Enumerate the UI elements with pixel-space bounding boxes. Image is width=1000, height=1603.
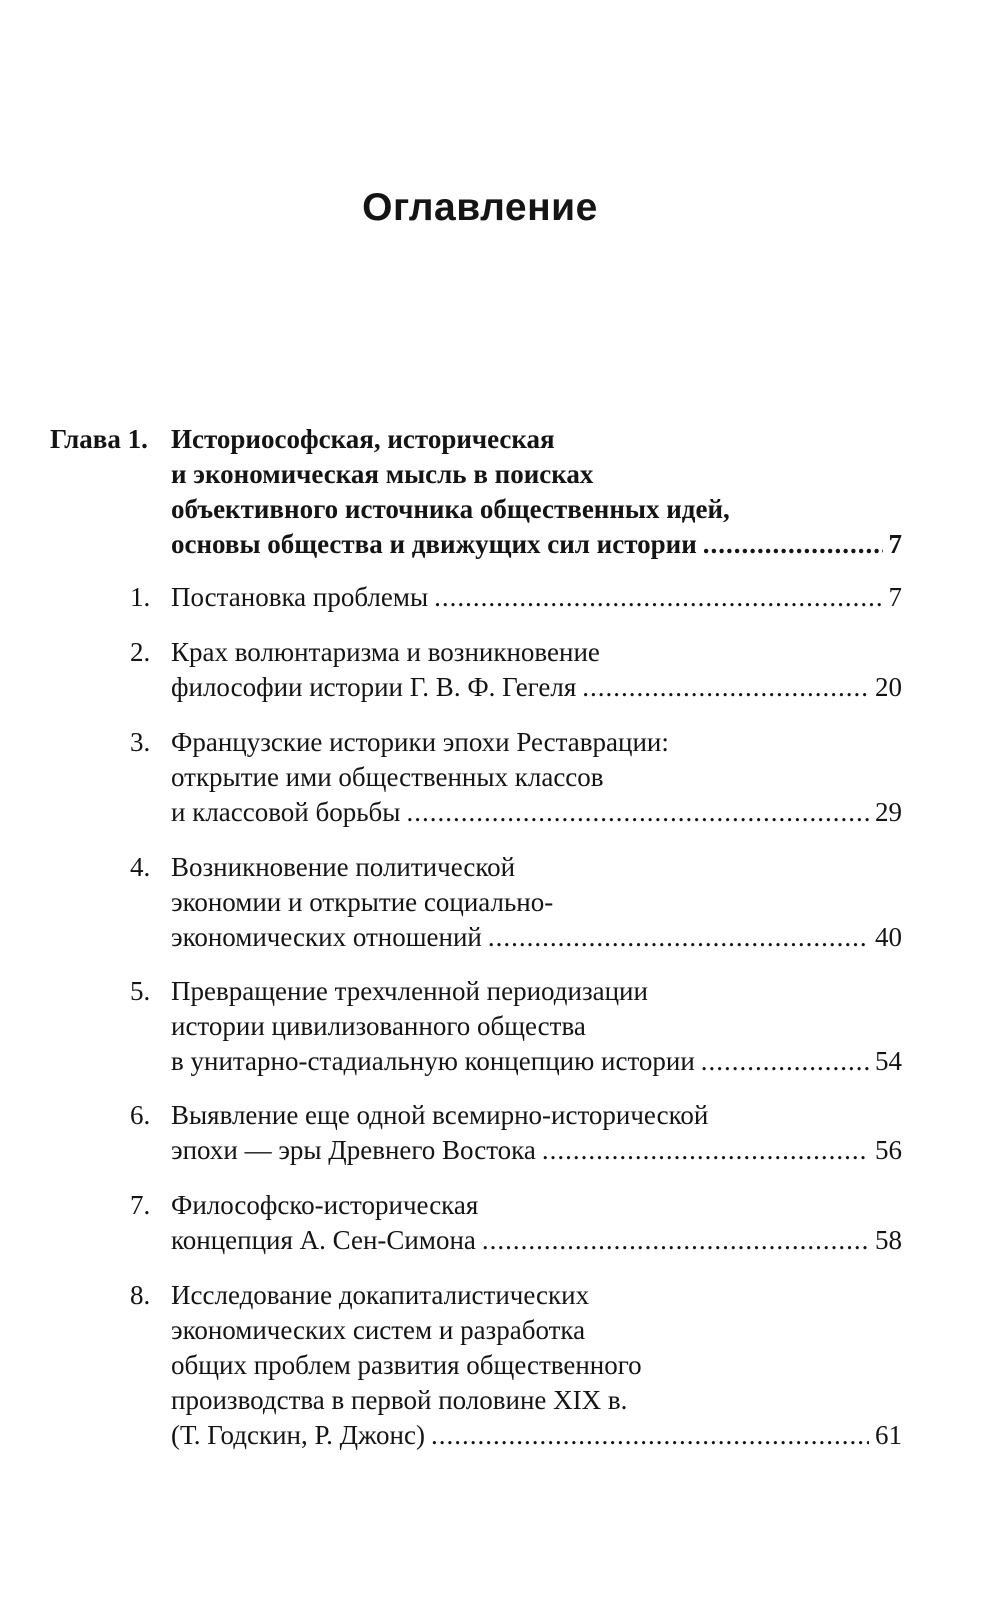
section-title-last-line [171,920,902,955]
section-title-line: экономических систем и разработка [171,1315,586,1345]
page-number: 7 [888,582,902,612]
chapter-title-line: объективного источника общественных идей, [171,494,730,524]
section-title-line: Крах волюнтаризма и возникновение [171,637,600,667]
page-number: 29 [875,797,902,827]
section-title [171,580,902,615]
section-title [171,1278,902,1453]
chapter-title-line: основы общества и движущих сил истории [171,529,697,559]
section-title-last-line [171,1418,902,1453]
section-number: 8. [130,1280,151,1310]
dot-leader [406,795,869,830]
section-title-line: Возникновение политической [171,852,516,882]
section-title-line: общих проблем развития общественного [171,1350,642,1380]
section-number: 4. [130,852,151,882]
chapter-title-line: Историософская, историческая [171,424,555,454]
section-title-line: Французские историки эпохи Реставрации: [171,727,669,757]
dot-leader [542,1133,869,1168]
section-title-last-line [171,1044,902,1079]
dot-leader [488,920,869,955]
chapter-title-line: и экономическая мысль в поисках [171,459,594,489]
section-title [171,635,902,705]
page-number: 7 [888,529,902,559]
section-title [171,850,902,955]
section-title-line: Постановка проблемы [171,582,429,612]
dot-leader [434,580,882,615]
section-title [171,1098,902,1168]
section-title-last-line [171,795,902,830]
section-title [171,725,902,830]
section-title-line: и классовой борьбы [171,797,401,827]
chapter-title-last-line [171,527,902,562]
section-title-line: экономии и открытие социально- [171,887,554,917]
section-number: 6. [130,1100,151,1130]
section-title-line: открытие ими общественных классов [171,762,604,792]
section-number: 1. [130,582,151,612]
section-number: 3. [130,727,151,757]
section-title-line: эпохи — эры Древнего Востока [171,1135,536,1165]
section-title-line: Исследование докапиталистических [171,1280,590,1310]
section-title-line: философии истории Г. В. Ф. Гегеля [171,672,577,702]
chapter-title [171,422,902,562]
section-number: 7. [130,1190,151,1220]
section-title-line: концепция А. Сен-Симона [171,1225,476,1255]
chapter-number: Глава 1. [50,424,148,454]
section-title [171,974,902,1079]
section-title-line: (Т. Годскин, Р. Джонс) [171,1420,425,1450]
dot-leader [703,527,883,562]
section-title-line: Выявление еще одной всемирно-исторической [171,1100,709,1130]
section-title [171,1188,902,1258]
section-title-last-line [171,580,902,615]
page-number: 20 [875,672,902,702]
page-title: Оглавление [362,186,598,229]
section-title-last-line [171,1223,902,1258]
page-number: 40 [875,922,902,952]
dot-leader [582,670,869,705]
section-number: 2. [130,637,151,667]
section-title-last-line [171,1133,902,1168]
dot-leader [701,1044,869,1079]
section-title-line: производства в первой половине XIX в. [171,1385,628,1415]
dot-leader [431,1418,869,1453]
section-number: 5. [130,976,151,1006]
section-title-line: экономических отношений [171,922,482,952]
dot-leader [482,1223,869,1258]
section-title-line: Философско-историческая [171,1190,479,1220]
page-number: 61 [875,1420,902,1450]
section-title-line: в унитарно-стадиальную концепцию истории [171,1046,695,1076]
page-number: 54 [875,1046,902,1076]
section-title-line: истории цивилизованного общества [171,1011,586,1041]
page-number: 56 [875,1135,902,1165]
page-number: 58 [875,1225,902,1255]
section-title-line: Превращение трехчленной периодизации [171,976,648,1006]
section-title-last-line [171,670,902,705]
